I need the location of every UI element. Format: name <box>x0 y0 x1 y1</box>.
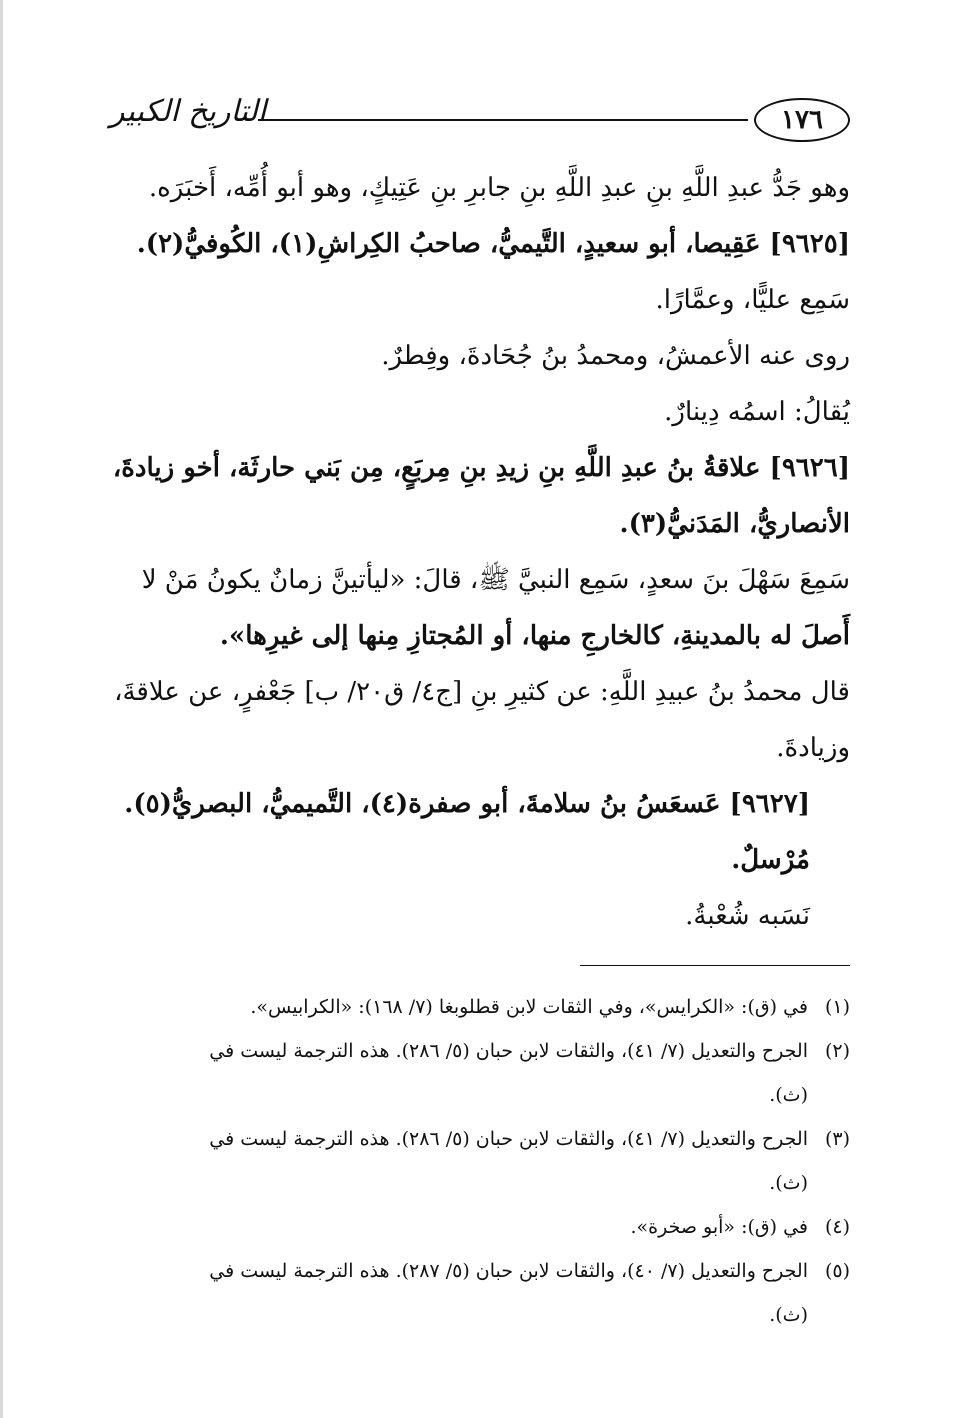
footnote-item <box>108 1249 850 1337</box>
header-rule <box>258 119 748 121</box>
text-line: وهو جَدُّ عبدِ اللَّهِ بنِ عبدِ اللَّهِ بنِ جابرِ بنِ عَتِيكٍ، وهو أبو أُمِّه، أَخبَرَه. <box>148 173 850 203</box>
footnote-item <box>108 1205 850 1249</box>
hadith-line: أَصلَ له بالمدينةِ، كالخارجِ منها، أو المُجتازِ مِنها إلى غيرِها». <box>219 621 850 651</box>
main-text <box>108 160 850 944</box>
footnote-text: الجرح والتعديل (٧/ ٤٠)، والثقات لابن حبان (٥/ ٢٨٧). هذه الترجمة ليست في <box>209 1260 808 1282</box>
footnote-item <box>108 985 850 1029</box>
text-line: سَمِع عليًّا، وعمَّارًا. <box>655 285 850 315</box>
hadith-line: سَمِعَ سَهْلَ بنَ سعدٍ، سَمِع النبيَّ ﷺ، قالَ: «ليأتينَّ زمانٌ يكونُ مَنْ لا <box>141 565 850 595</box>
book-title: التاريخ الكبير <box>110 94 267 129</box>
footnote-text: الجرح والتعديل (٧/ ٤١)، والثقات لابن حبان (٥/ ٢٨٦). هذه الترجمة ليست في <box>209 1128 808 1150</box>
footnote-text-cont: (ث). <box>769 1304 808 1326</box>
footnote-number: (٥) <box>824 1260 850 1282</box>
footnote-text-cont: (ث). <box>769 1084 808 1106</box>
text-line: وزيادةَ. <box>776 733 850 763</box>
footnotes <box>108 985 850 1337</box>
text-line: مُرْسلٌ. <box>731 845 810 875</box>
entry-heading-9626: [٩٦٢٦] علاقةُ بنُ عبدِ اللَّهِ بنِ زيدِ بنِ مِربَعٍ، مِن بَني حارثَة، أخو زيادةَ، <box>112 453 850 483</box>
entry-heading-9626-cont: الأنصاريُّ، المَدَنيُّ(٣). <box>619 509 850 539</box>
footnote-number: (٢) <box>824 1040 850 1062</box>
entry-heading-9627: [٩٦٢٧] عَسعَسُ بنُ سلامةَ، أبو صفرة(٤)، التَّميميُّ، البصريُّ(٥). <box>124 789 810 819</box>
footnote-number: (٤) <box>824 1216 850 1238</box>
footnote-text: الجرح والتعديل (٧/ ٤١)، والثقات لابن حبان (٥/ ٢٨٦). هذه الترجمة ليست في <box>209 1040 808 1062</box>
footnote-number: (١) <box>824 996 850 1018</box>
text-line: قال محمدُ بنُ عبيدِ اللَّهِ: عن كثيرِ بنِ [ج٤/ ق٢٠/ ب] جَعْفرٍ، عن علاقةَ، <box>114 677 850 707</box>
text-line: نَسَبه شُعْبةُ. <box>685 901 810 931</box>
text-line: روى عنه الأعمشُ، ومحمدُ بنُ جُحَادةَ، وفِطرٌ. <box>381 341 850 371</box>
page-header <box>110 92 850 152</box>
footnote-text-cont: (ث). <box>769 1172 808 1194</box>
footnote-text: في (ق): «الكرايس»، وفي الثقات لابن قطلوبغا (٧/ ١٦٨): «الكرابيس». <box>250 996 808 1018</box>
page-number: ١٧٦ <box>754 98 850 142</box>
footnote-separator <box>580 965 850 966</box>
footnote-number: (٣) <box>824 1128 850 1150</box>
scan-edge <box>0 0 3 1418</box>
footnote-item <box>108 1029 850 1117</box>
footnote-text: في (ق): «أبو صخرة». <box>630 1216 808 1238</box>
footnote-item <box>108 1117 850 1205</box>
entry-heading-9625: [٩٦٢٥] عَقِيصا، أبو سعيدٍ، التَّيميُّ، صاحبُ الكِراشِ(١)، الكُوفيُّ(٢). <box>136 229 850 259</box>
text-line: يُقالُ: اسمُه دِينارٌ. <box>664 397 850 427</box>
